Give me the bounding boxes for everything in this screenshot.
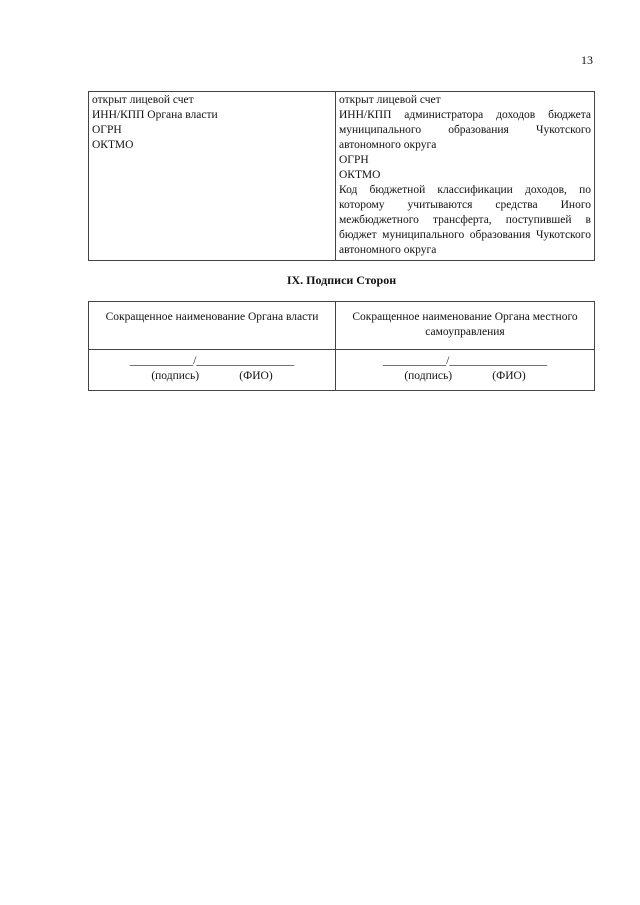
table-row xyxy=(89,302,595,350)
right-party-name: Сокращенное наименование Органа местного самоуправления xyxy=(336,302,595,350)
right-kbk-line: Код бюджетной классификации доходов, по которому учитываются средства Иного межбюджетного трансферта, поступившей в бюджет муниципального образования Чукотского автономного округа xyxy=(339,184,591,256)
right-signature-line: ___________/_________________ xyxy=(382,355,548,367)
table-row xyxy=(89,92,595,261)
left-party-name: Сокращенное наименование Органа власти xyxy=(89,302,336,350)
left-inn-kpp-line: ИНН/КПП Органа власти xyxy=(92,109,218,121)
right-signature-cell xyxy=(336,350,595,391)
right-signature-caption: (подпись) (ФИО) xyxy=(404,370,526,382)
page-number: 13 xyxy=(581,53,593,67)
left-ogrn-line: ОГРН xyxy=(92,124,122,136)
requisites-left-cell xyxy=(89,92,336,261)
right-inn-kpp-line: ИНН/КПП администратора доходов бюджета муниципального образования Чукотского автономного округа xyxy=(339,109,591,151)
left-signature-caption: (подпись) (ФИО) xyxy=(151,370,273,382)
requisites-table xyxy=(88,91,595,261)
right-oktmo-line: ОКТМО xyxy=(339,169,381,181)
right-ogrn-line: ОГРН xyxy=(339,154,369,166)
left-oktmo-line: ОКТМО xyxy=(92,139,134,151)
requisites-right-cell xyxy=(336,92,595,261)
signatures-table xyxy=(88,301,595,391)
left-account-line: открыт лицевой счет xyxy=(92,94,194,106)
left-signature-cell xyxy=(89,350,336,391)
right-account-line: открыт лицевой счет xyxy=(339,94,441,106)
section-title: IX. Подписи Сторон xyxy=(286,273,397,287)
table-row xyxy=(89,350,595,391)
left-signature-line: ___________/_________________ xyxy=(129,355,295,367)
